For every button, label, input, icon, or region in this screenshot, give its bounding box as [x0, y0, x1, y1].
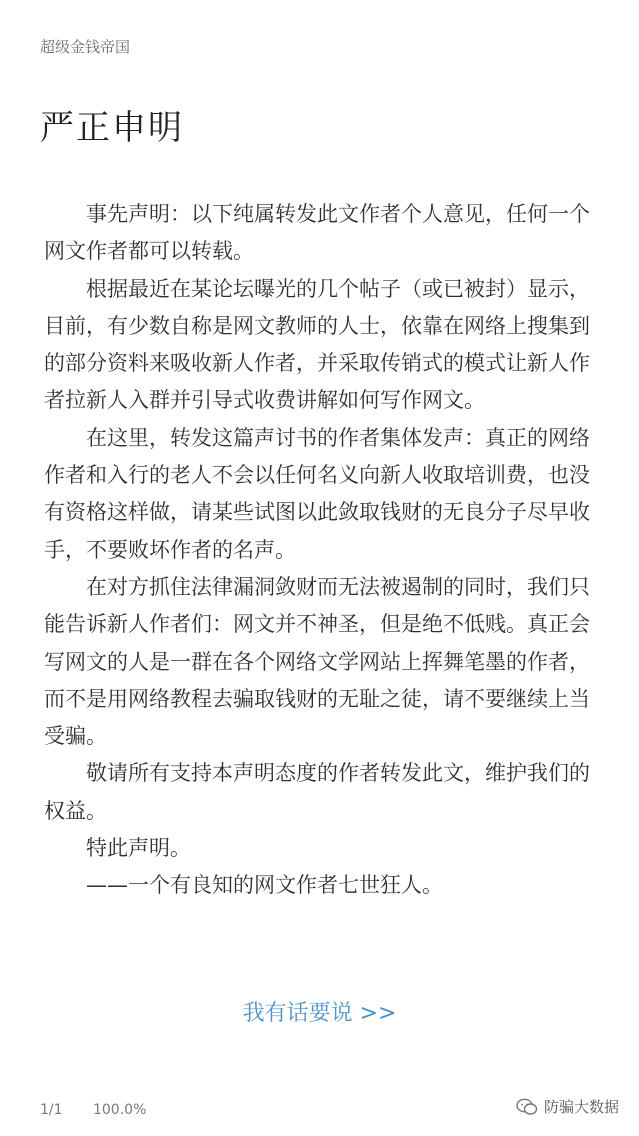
paragraph: 特此声明。	[86, 836, 191, 861]
book-title: 超级金钱帝国	[40, 38, 131, 56]
paragraph: 事先声明：以下纯属转发此文作者个人意见，任何一个网文作者都可以转载。	[44, 202, 590, 264]
chapter-title: 严正申明	[40, 108, 184, 148]
source-watermark	[516, 1096, 619, 1117]
comment-link[interactable]: 我有话要说 >>	[242, 1001, 397, 1026]
paragraph: 敬请所有支持本声明态度的作者转发此文，维护我们的权益。	[44, 761, 590, 823]
paragraph: 根据最近在某论坛曝光的几个帖子（或已被封）显示，目前，有少数自称是网文教师的人士，依靠在网络上搜集到的部分资料来吸收新人作者，并采取传销式的模式让新人作者拉新人入群并引导式收费讲解如何写作网文。	[44, 276, 590, 413]
watermark-text: 防骗大数据	[543, 1098, 619, 1116]
chapter-content	[44, 196, 600, 905]
reading-footer	[40, 1102, 172, 1118]
page-indicator: 1/1	[40, 1102, 63, 1118]
reading-progress: 100.0%	[92, 1102, 147, 1118]
paragraph: ——一个有良知的网文作者七世狂人。	[86, 873, 443, 898]
paragraph: 在这里，转发这篇声讨书的作者集体发声：真正的网络作者和入行的老人不会以任何名义向新人收取培训费，也没有资格这样做，请某些试图以此敛取钱财的无良分子尽早收手，不要败坏作者的名声。	[44, 425, 590, 562]
paragraph: 在对方抓住法律漏洞敛财而无法被遏制的同时，我们只能告诉新人作者们：网文并不神圣，但是绝不低贱。真正会写网文的人是一群在各个网络文学网站上挥舞笔墨的作者，而不是用网络教程去骗取钱财的无耻之徒，请不要继续上当受骗。	[44, 574, 590, 749]
wechat-icon	[516, 1098, 538, 1116]
